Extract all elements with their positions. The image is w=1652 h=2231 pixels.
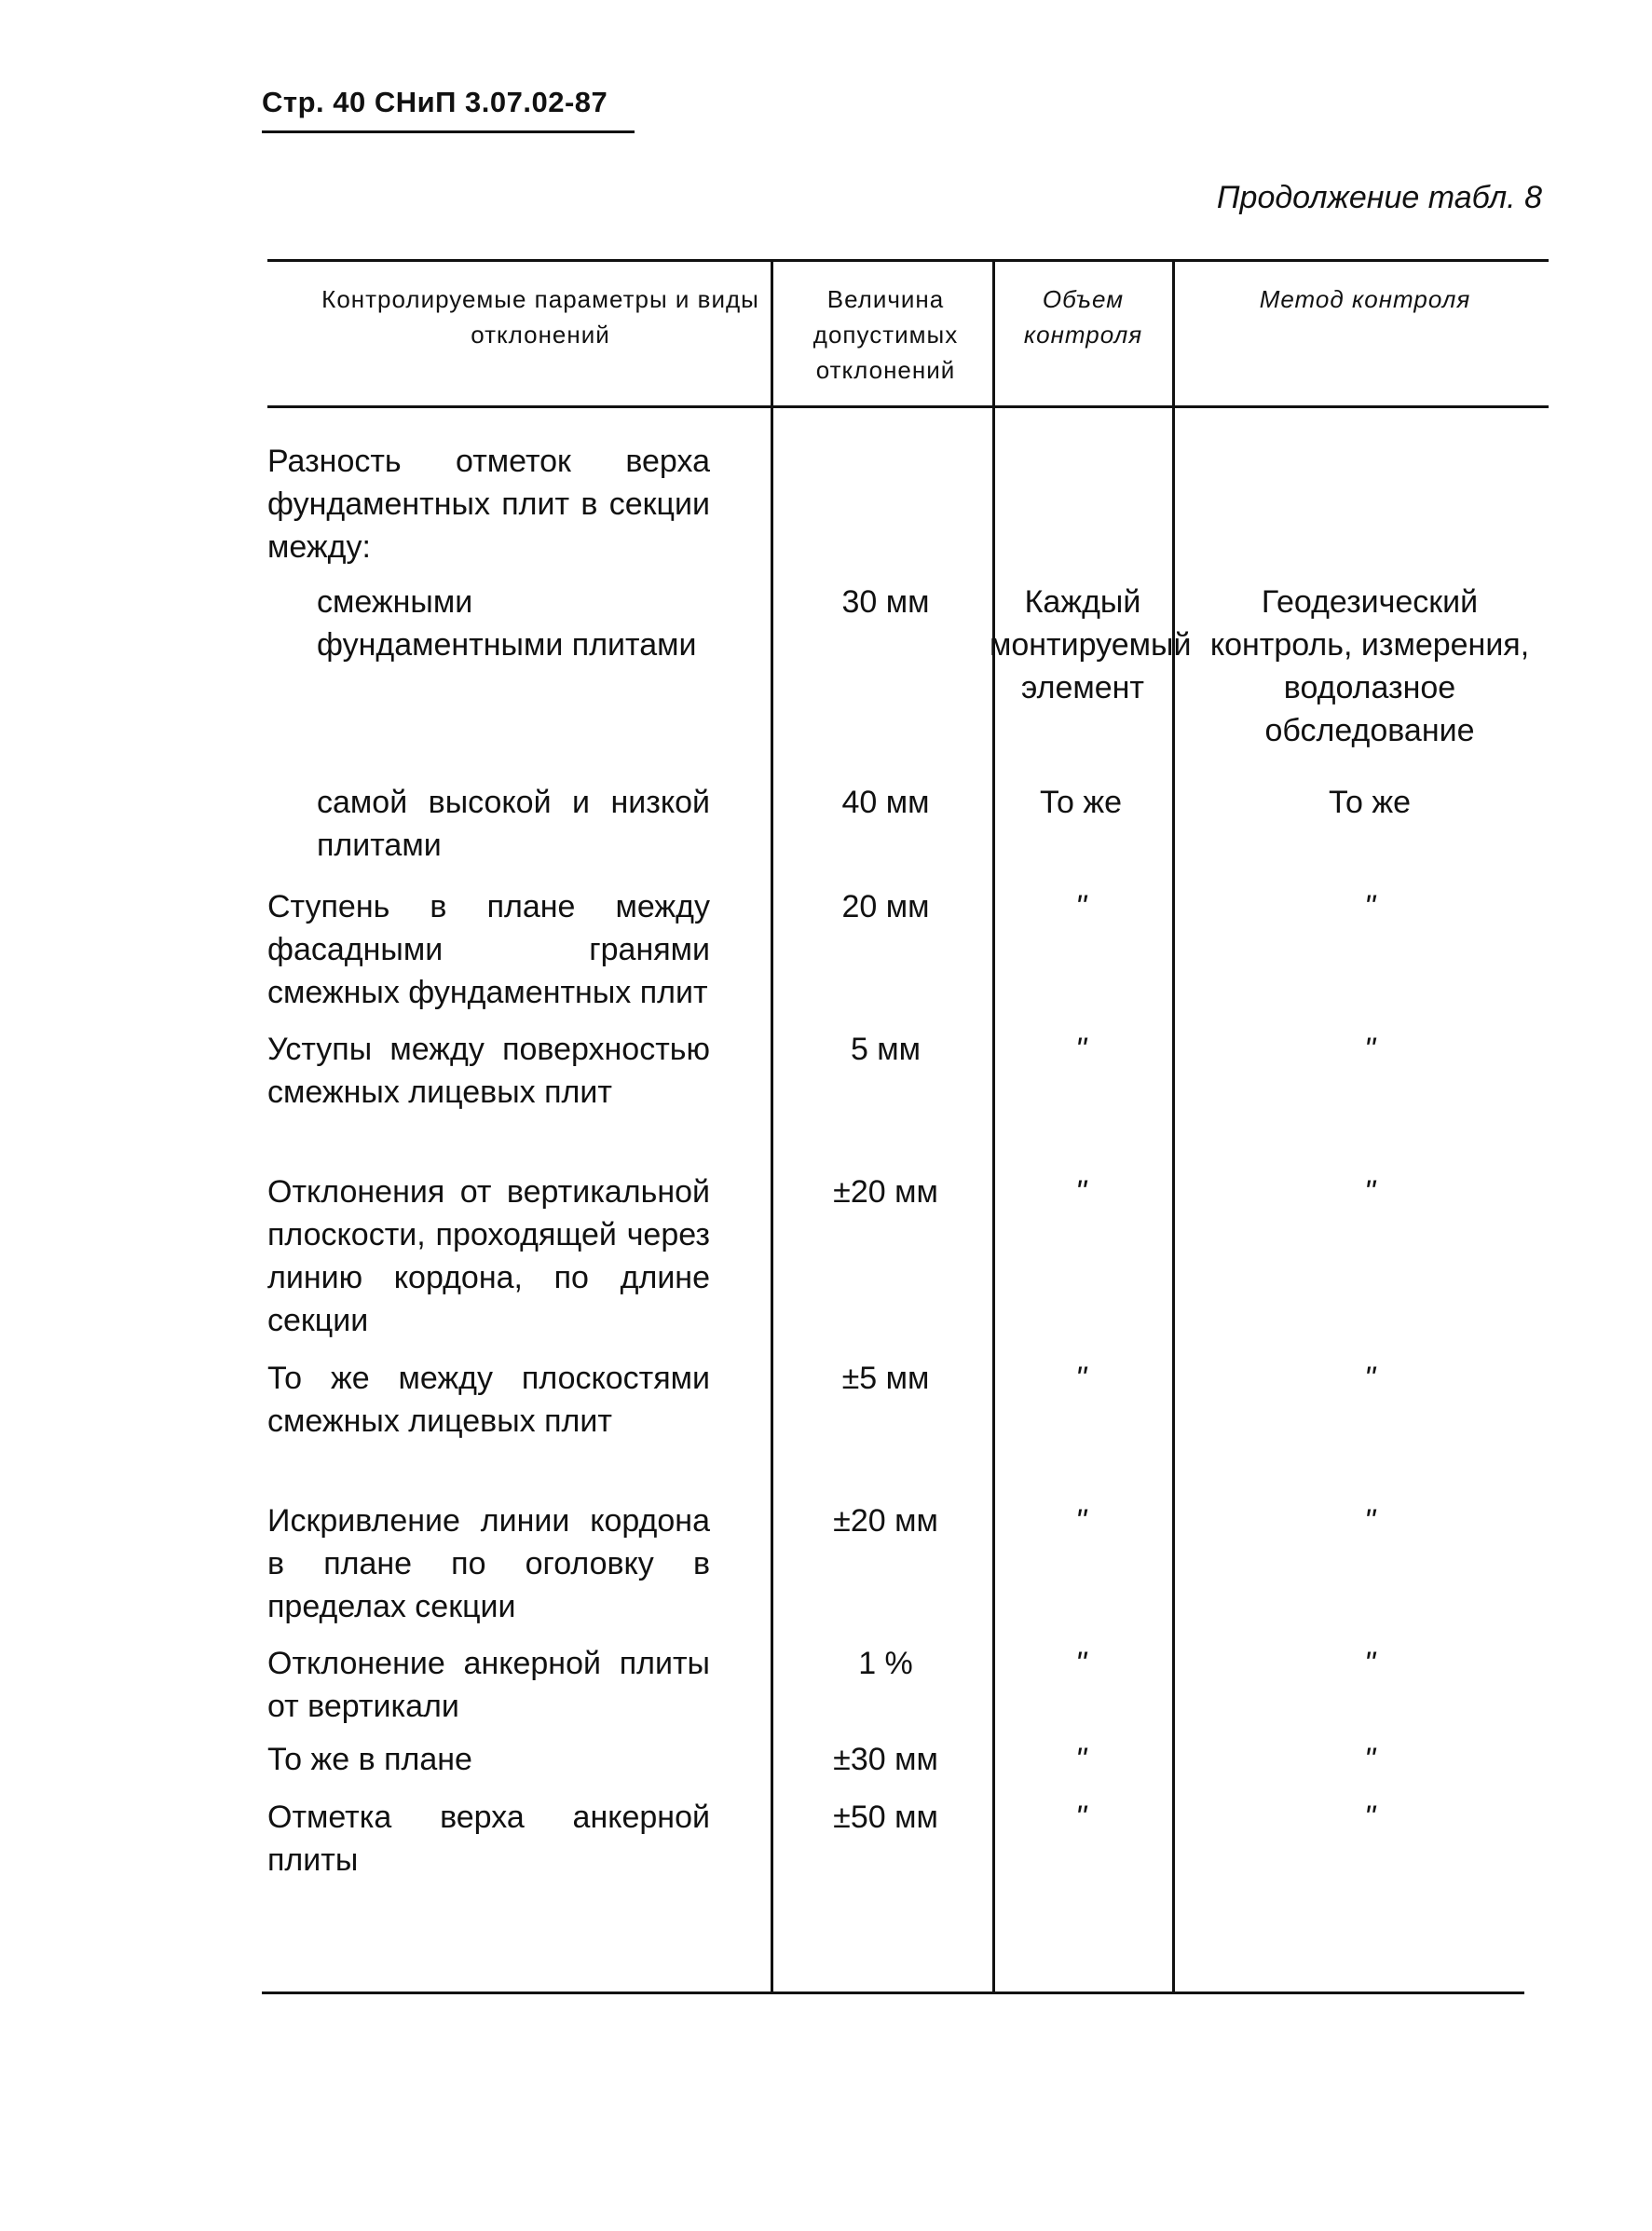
param-cell: Уступы между поверхностью смежных лицевых плит <box>267 1032 710 1110</box>
method-cell: " <box>1363 1361 1376 1396</box>
method-cell: " <box>1363 889 1376 924</box>
method-cell: Геодезический контроль, измерения, водолазное обследование <box>1209 584 1530 748</box>
param-cell: То же в плане <box>267 1742 472 1777</box>
method-cell: " <box>1363 1800 1376 1835</box>
header-rule <box>262 130 635 133</box>
param-cell: Отклонения от вертикальной плоскости, проходящей через линию кордона, по длине секции <box>267 1174 710 1338</box>
tolerance-cell: 20 мм <box>841 889 930 924</box>
table-header-rule <box>267 405 1549 408</box>
method-cell: " <box>1363 1646 1376 1681</box>
tolerance-cell: 5 мм <box>850 1032 922 1067</box>
tolerance-cell: ±30 мм <box>833 1742 938 1777</box>
param-cell: Отклонение анкерной плиты от вертикали <box>267 1646 710 1724</box>
table-bottom-rule <box>262 1991 1524 1994</box>
tolerance-cell: ±5 мм <box>841 1361 930 1396</box>
param-cell: Отметка верха анкерной плиты <box>267 1800 710 1878</box>
column-header-tolerance: Величина допустимых отклонений <box>812 285 959 384</box>
method-cell: " <box>1363 1742 1376 1777</box>
volume-cell: Каждый монтируемый элемент <box>990 584 1192 705</box>
param-cell: самой высокой и низкой плитами <box>317 785 710 863</box>
volume-cell: " <box>1074 889 1087 924</box>
param-cell: То же между плоскостями смежных лицевых плит <box>267 1361 710 1439</box>
volume-cell: " <box>1074 1646 1087 1681</box>
column-header-volume: Объем контроля <box>1023 285 1143 349</box>
tolerance-cell: 40 мм <box>841 785 930 820</box>
param-cell: смежными фундаментными плитами <box>317 584 697 663</box>
column-header-method: Метод контроля <box>1259 285 1471 313</box>
column-divider-3 <box>1172 259 1175 1993</box>
method-cell: " <box>1363 1503 1376 1539</box>
volume-cell: " <box>1074 1032 1087 1067</box>
table-top-rule <box>267 259 1549 262</box>
volume-cell: " <box>1074 1174 1087 1210</box>
volume-cell: " <box>1074 1503 1087 1539</box>
param-cell: Разность отметок верха фундаментных плит в секции между: <box>267 444 710 565</box>
volume-cell: То же <box>1039 785 1123 820</box>
page-header: Стр. 40 СНиП 3.07.02-87 <box>262 86 608 118</box>
column-divider-2 <box>992 259 995 1993</box>
column-divider-1 <box>771 259 773 1993</box>
tolerance-cell: ±20 мм <box>833 1503 938 1539</box>
tolerance-cell: 1 % <box>858 1646 913 1681</box>
method-cell: То же <box>1328 785 1412 820</box>
volume-cell: " <box>1074 1800 1087 1835</box>
param-cell: Искривление линии кордона в плане по оголовку в пределах секции <box>267 1503 710 1624</box>
tolerance-cell: ±50 мм <box>833 1800 938 1835</box>
column-header-parameters: Контролируемые параметры и виды отклонений <box>321 285 759 349</box>
param-cell: Ступень в плане между фасадными гранями смежных фундаментных плит <box>267 889 710 1010</box>
volume-cell: " <box>1074 1361 1087 1396</box>
tolerance-cell: ±20 мм <box>833 1174 938 1210</box>
table-continuation-label: Продолжение табл. 8 <box>1216 180 1542 215</box>
tolerance-cell: 30 мм <box>841 584 930 620</box>
method-cell: " <box>1363 1032 1376 1067</box>
volume-cell: " <box>1074 1742 1087 1777</box>
method-cell: " <box>1363 1174 1376 1210</box>
